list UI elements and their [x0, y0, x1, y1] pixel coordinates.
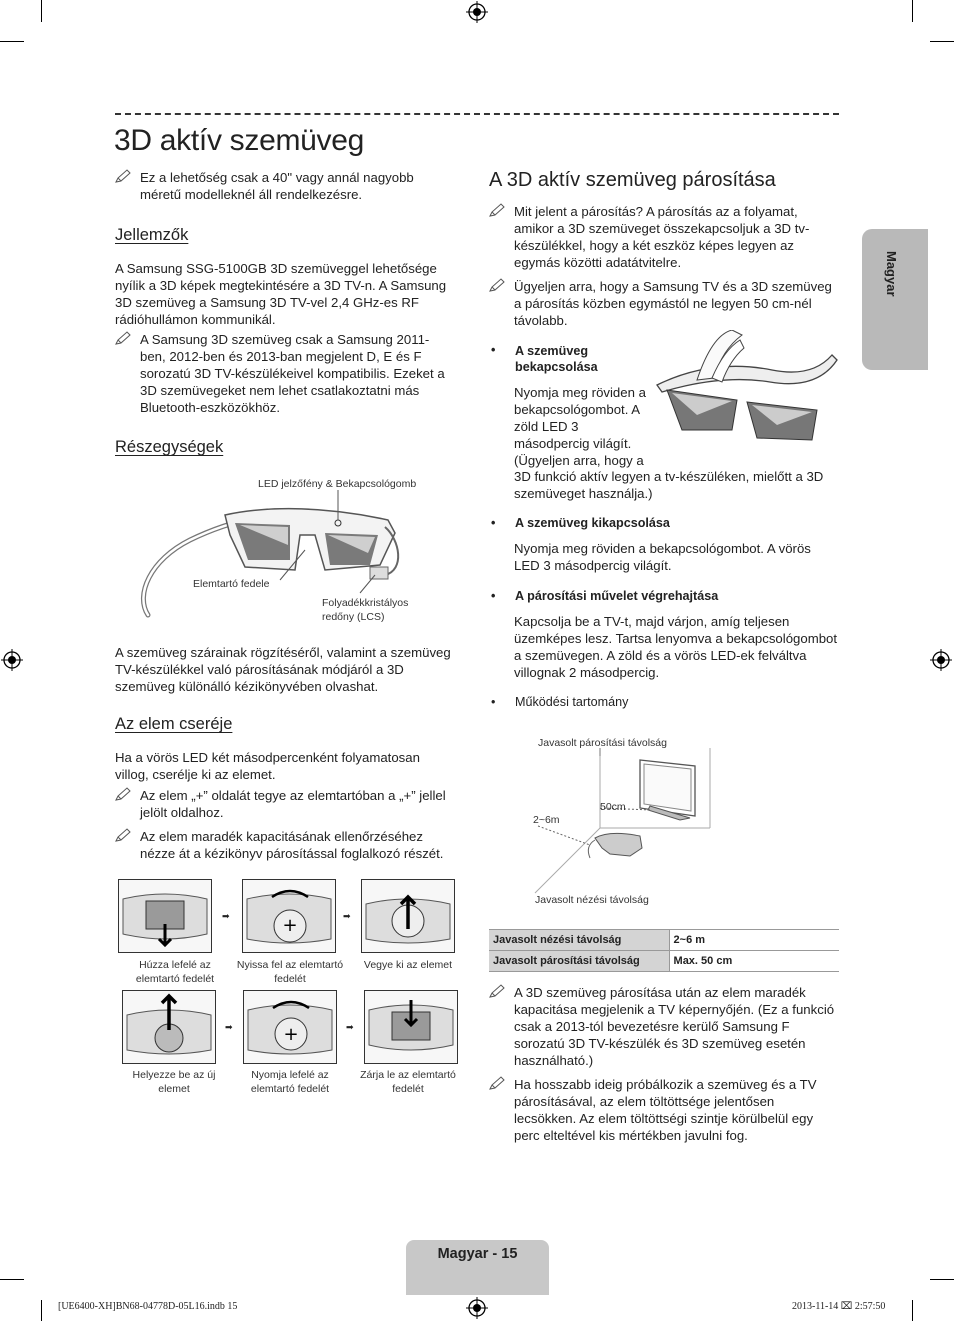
- step-1-caption: Húzza lefelé az elemtartó fedelét: [135, 959, 215, 985]
- glasses-button-press-illustration: [652, 330, 842, 450]
- note-pencil-icon: [489, 1076, 505, 1090]
- note-pencil-icon: [489, 984, 505, 998]
- step-2-caption: Nyissa fel az elemtartó fedelét: [236, 959, 344, 985]
- step-6-image: [364, 990, 458, 1064]
- table-value: 2~6 m: [669, 930, 839, 951]
- pairing-heading: A 3D aktív szemüveg párosítása: [489, 169, 776, 191]
- lcs-label: Folyadékkristályos redőny (LCS): [322, 597, 409, 623]
- note-pencil-icon: [115, 169, 131, 183]
- page-number-tab: [406, 1240, 549, 1295]
- pairing-distance-label: Javasolt párosítási távolság: [538, 737, 667, 749]
- step-4-caption: Helyezze be az új elemet: [132, 1069, 216, 1095]
- step-6-caption: Zárja le az elemtartó fedelét: [360, 1069, 456, 1095]
- pairing-note-4-text: Ha hosszabb ideig próbálkozik a szemüveg és a TV párosításával, az elem töltöttsége jelentősen lecsökken. Az elem töltöttségi szintje körülbelül egy perc elteltével kis mértékben javulni fog.: [514, 1077, 817, 1143]
- registration-mark-icon: [466, 1, 488, 23]
- parts-heading: Részegységek: [115, 438, 224, 456]
- arrow-right-icon: ➡: [225, 1022, 233, 1032]
- print-date-slug: 2013-11-14 ⌧ 2:57:50: [792, 1301, 886, 1312]
- bullet-dot-icon: •: [491, 343, 496, 357]
- pairing-note-1-text: Mit jelent a párosítás? A párosítás az a folyamat, amikor a 3D szemüveget összekapcsoljuk a 3D tv-készülékkel, hogy a két eszköz képes legyen az egymás közötti adatátvitelre.: [514, 204, 810, 270]
- viewing-distance-label: Javasolt nézési távolság: [535, 894, 649, 906]
- step-3-caption: Vegye ki az elemet: [363, 959, 453, 971]
- power-off-text: Nyomja meg röviden a bekapcsológombot. A vörös LED 3 másodpercig világít.: [514, 541, 811, 573]
- step-5-image: [243, 990, 337, 1064]
- step-2-image: [242, 879, 336, 953]
- step-3-image: [361, 879, 455, 953]
- bullet-power-on-title: A szemüveg bekapcsolása: [515, 344, 598, 374]
- svg-text:+: +: [282, 915, 298, 936]
- crop-mark: [930, 1279, 954, 1280]
- page-number: Magyar - 15: [437, 1246, 518, 1262]
- arrow-right-icon: ➡: [346, 1022, 354, 1032]
- table-key: Javasolt nézési távolság: [489, 930, 669, 951]
- crop-mark: [0, 41, 24, 42]
- language-side-tab: [862, 229, 928, 370]
- registration-mark-icon: [930, 649, 952, 671]
- power-on-text-a: Nyomja meg röviden a bekapcsológombot. A zöld LED 3 másodpercig világít. (Ügyeljen arra, hogy a: [514, 385, 646, 468]
- power-on-text-b: 3D funkció aktív legyen a tv-készüléken, mielőtt a 3D szemüveget használja.): [514, 469, 824, 501]
- page-title: 3D aktív szemüveg: [114, 124, 365, 157]
- features-heading: Jellemzők: [115, 226, 189, 244]
- svg-text:+: +: [283, 1024, 299, 1045]
- pairing-steps-text: Kapcsolja be a TV-t, majd várjon, amíg teljesen üzemképes lesz. Tartsa lenyomva a bekapcsológombot a szemüvegen. A zöld és a vörös LED-ek felváltva villognak 2 másodpercig.: [514, 614, 838, 680]
- crop-mark: [41, 1300, 42, 1321]
- bullet-dot-icon: •: [491, 516, 496, 530]
- crop-mark: [912, 0, 913, 22]
- step-4-image: [122, 990, 216, 1064]
- step-5-caption: Nyomja lefelé az elemtartó fedelét: [250, 1069, 330, 1095]
- registration-mark-icon: [1, 649, 23, 671]
- crop-mark: [41, 0, 42, 22]
- battery-cover-label: Elemtartó fedele: [193, 578, 270, 590]
- parts-text: A szemüveg szárainak rögzítéséről, valamint a szemüveg TV-készülékkel való párosításának módjáról a 3D szemüveg különálló kézikönyvében olvashat.: [115, 645, 451, 694]
- bullet-range-title: Működési tartomány: [515, 695, 629, 709]
- note-pencil-icon: [489, 278, 505, 292]
- battery-note-2-text: Az elem maradék kapacitásának ellenőrzéséhez nézze át a kézikönyv párosítással foglalkozó részét.: [140, 829, 444, 861]
- distance-table: [489, 929, 839, 972]
- cm-label: 50cm: [600, 801, 626, 813]
- registration-mark-icon: [466, 1297, 488, 1319]
- battery-text: Ha a vörös LED két másodpercenként folyamatosan villog, cserélje ki az elemet.: [115, 750, 420, 782]
- intro-note-text: Ez a lehetőség csak a 40" vagy annál nagyobb méretű modelleknél áll rendelkezésre.: [140, 170, 414, 202]
- step-1-image: [118, 879, 212, 953]
- led-label: LED jelzőfény & Bekapcsológomb: [258, 478, 417, 490]
- table-value: Max. 50 cm: [669, 951, 839, 972]
- language-side-tab-label: Magyar: [884, 251, 899, 297]
- arrow-right-icon: ➡: [222, 911, 230, 921]
- bullet-power-off-title: A szemüveg kikapcsolása: [515, 516, 670, 530]
- pairing-note-2-text: Ügyeljen arra, hogy a Samsung TV és a 3D szemüveg a párosítás közben egymástól ne legyen 50 cm-nél távolabb.: [514, 279, 832, 328]
- battery-heading: Az elem cseréje: [115, 715, 233, 733]
- arrow-right-icon: ➡: [343, 911, 351, 921]
- pairing-note-3-text: A 3D szemüveg párosítása után az elem maradék kapacitása megjelenik a TV képernyőjén. (Ez a funkció csak a 2013-tól bevezetésre kerülő Samsung F sorozatú 3D TV-készülék és 3D szemüveg esetén használható.): [514, 985, 835, 1068]
- table-row: [489, 951, 839, 972]
- note-pencil-icon: [489, 203, 505, 217]
- crop-mark: [912, 1300, 913, 1321]
- note-pencil-icon: [115, 787, 131, 801]
- m-label: 2~6m: [533, 814, 560, 826]
- section-divider: [115, 113, 839, 115]
- crop-mark: [0, 1279, 24, 1280]
- note-pencil-icon: [115, 331, 131, 345]
- battery-note-1-text: Az elem „+” oldalát tegye az elemtartóban a „+” jellel jelölt oldalhoz.: [140, 788, 446, 820]
- features-note-text: A Samsung 3D szemüveg csak a Samsung 2011-ben, 2012-ben és 2013-ban megjelent D, E és F sorozatú 3D TV-készülékeivel kompatibilis. Ezeket a 3D szemüvegeket nem lehet csatlakoztatni más Bluetooth-eszközökhöz.: [140, 332, 445, 415]
- bullet-pairing-title: A párosítási művelet végrehajtása: [515, 589, 719, 603]
- bullet-dot-icon: •: [491, 589, 496, 603]
- crop-mark: [930, 41, 954, 42]
- print-file-slug: [UE6400-XH]BN68-04778D-05L16.indb 15: [58, 1301, 238, 1312]
- features-text: A Samsung SSG-5100GB 3D szemüveggel lehetősége nyílik a 3D képek megtekintésére a 3D TV-n. A Samsung 3D szemüveg a Samsung 3D TV-vel 2,4 GHz-es RF rádióhullámon kommunikál.: [115, 261, 447, 327]
- table-row: [489, 930, 839, 951]
- note-pencil-icon: [115, 828, 131, 842]
- table-key: Javasolt párosítási távolság: [489, 951, 669, 972]
- bullet-dot-icon: •: [491, 695, 496, 709]
